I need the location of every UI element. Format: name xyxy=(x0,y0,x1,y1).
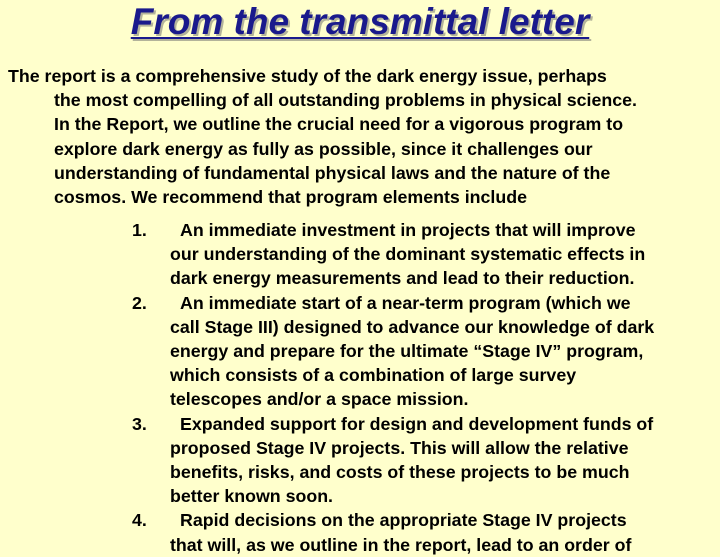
list-item-number: 1. xyxy=(132,220,147,240)
list-item xyxy=(132,508,720,556)
list-item-number: 4. xyxy=(132,510,147,531)
list-item-number: 2. xyxy=(132,292,147,313)
list-item-line: which consists of a combination of large survey xyxy=(170,365,577,386)
list-item-line: An immediate start of a near-term program (which we xyxy=(180,292,631,313)
list-item-line: Expanded support for design and development funds of xyxy=(180,413,654,434)
recommendation-list xyxy=(132,218,720,557)
list-item-line: that will, as we outline in the report, lead to an order of xyxy=(170,534,632,555)
intro-paragraph xyxy=(8,64,708,209)
list-item-line: benefits, risks, and costs of these projects to be much xyxy=(170,462,630,483)
list-item-line: proposed Stage IV projects. This will allow the relative xyxy=(170,437,629,458)
list-item-line: call Stage III) designed to advance our knowledge of dark xyxy=(170,316,655,337)
list-item-line: our understanding of the dominant systematic effects in xyxy=(170,244,646,265)
intro-line: cosmos. We recommend that program elements include xyxy=(54,187,527,208)
intro-line: the most compelling of all outstanding problems in physical science. xyxy=(54,90,637,111)
list-item-line: An immediate investment in projects that will improve xyxy=(180,220,636,240)
list-item-line: dark energy measurements and lead to their reduction. xyxy=(170,268,635,289)
list-item-line: telescopes and/or a space mission. xyxy=(170,389,469,410)
list-item-line: better known soon. xyxy=(170,486,334,507)
intro-line: In the Report, we outline the crucial need for a vigorous program to xyxy=(54,114,624,135)
list-item-line: energy and prepare for the ultimate “Stage IV” program, xyxy=(170,341,644,362)
list-item-number: 3. xyxy=(132,413,147,434)
slide-title: From the transmittal letter xyxy=(130,1,590,42)
intro-line: understanding of fundamental physical laws and the nature of the xyxy=(54,162,611,183)
intro-line: The report is a comprehensive study of the dark energy issue, perhaps xyxy=(8,66,607,86)
list-item xyxy=(132,412,720,509)
list-item xyxy=(132,291,720,412)
list-item xyxy=(132,218,720,291)
intro-line: explore dark energy as fully as possible, since it challenges our xyxy=(54,138,593,159)
list-item-line: Rapid decisions on the appropriate Stage IV projects xyxy=(180,510,627,531)
